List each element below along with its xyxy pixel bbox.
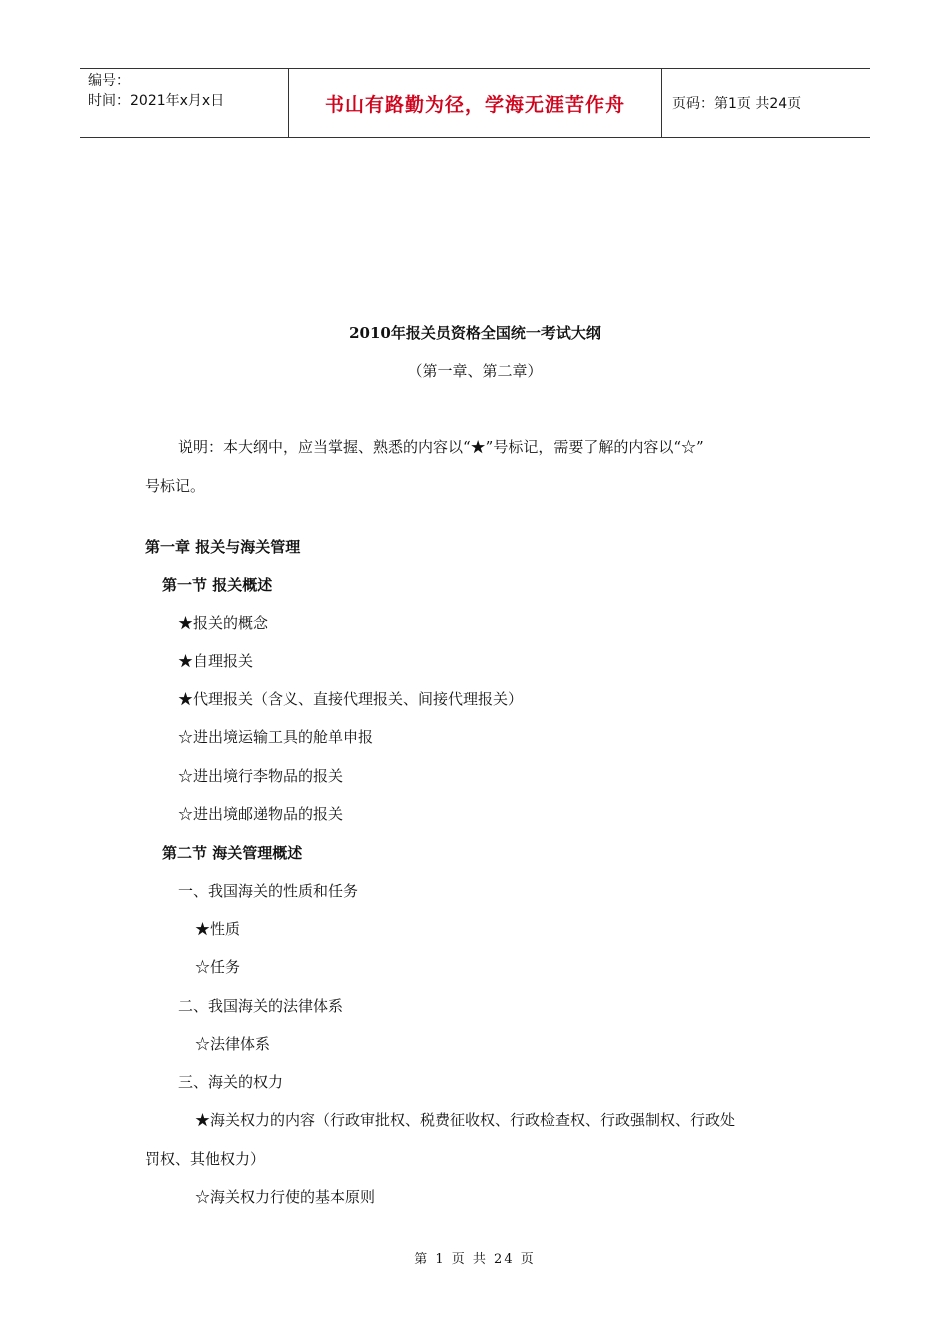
page-header: [80, 68, 870, 138]
note-line-1: 说明：本大纲中，应当掌握、熟悉的内容以“★”号标记，需要了解的内容以“☆”: [178, 438, 704, 456]
header-motto: 书山有路勤为径，学海无涯苦作舟: [289, 69, 662, 137]
list-item: ☆法律体系: [195, 1035, 271, 1053]
number-label: 编号：: [88, 73, 130, 89]
page-footer: 第 1 页 共 24 页: [414, 1252, 536, 1267]
subheading-2: 二、我国海关的法律体系: [178, 997, 344, 1015]
document-subtitle: （第一章、第二章）: [407, 362, 543, 380]
subheading-1: 一、我国海关的性质和任务: [178, 882, 359, 900]
list-item: ☆进出境邮递物品的报关: [178, 805, 344, 823]
list-item: ★海关权力的内容（行政审批权、税费征收权、行政检查权、行政强制权、行政处: [195, 1111, 736, 1129]
list-item: ★代理报关（含义、直接代理报关、间接代理报关）: [178, 690, 524, 708]
list-item: ☆进出境运输工具的舱单申报: [178, 728, 374, 746]
header-page-info: 页码：第1页 共24页: [672, 96, 802, 112]
list-item: ★性质: [195, 920, 241, 938]
document-title: 2010年报关员资格全国统一考试大纲: [349, 324, 601, 342]
note-line-2: 号标记。: [145, 477, 206, 495]
list-item: ★报关的概念: [178, 614, 269, 632]
list-item: ☆任务: [195, 958, 241, 976]
subheading-3: 三、海关的权力: [178, 1073, 284, 1091]
header-meta: [80, 69, 289, 137]
section-heading-2: 第二节 海关管理概述: [162, 844, 303, 862]
section-heading-1: 第一节 报关概述: [162, 576, 273, 594]
list-item: ★自理报关: [178, 652, 254, 670]
list-item-continuation: 罚权、其他权力）: [145, 1150, 266, 1168]
time-label: 时间：2021年x月x日: [88, 93, 225, 109]
chapter-heading: 第一章 报关与海关管理: [145, 538, 301, 556]
list-item: ☆海关权力行使的基本原则: [195, 1188, 376, 1206]
list-item: ☆进出境行李物品的报关: [178, 767, 344, 785]
